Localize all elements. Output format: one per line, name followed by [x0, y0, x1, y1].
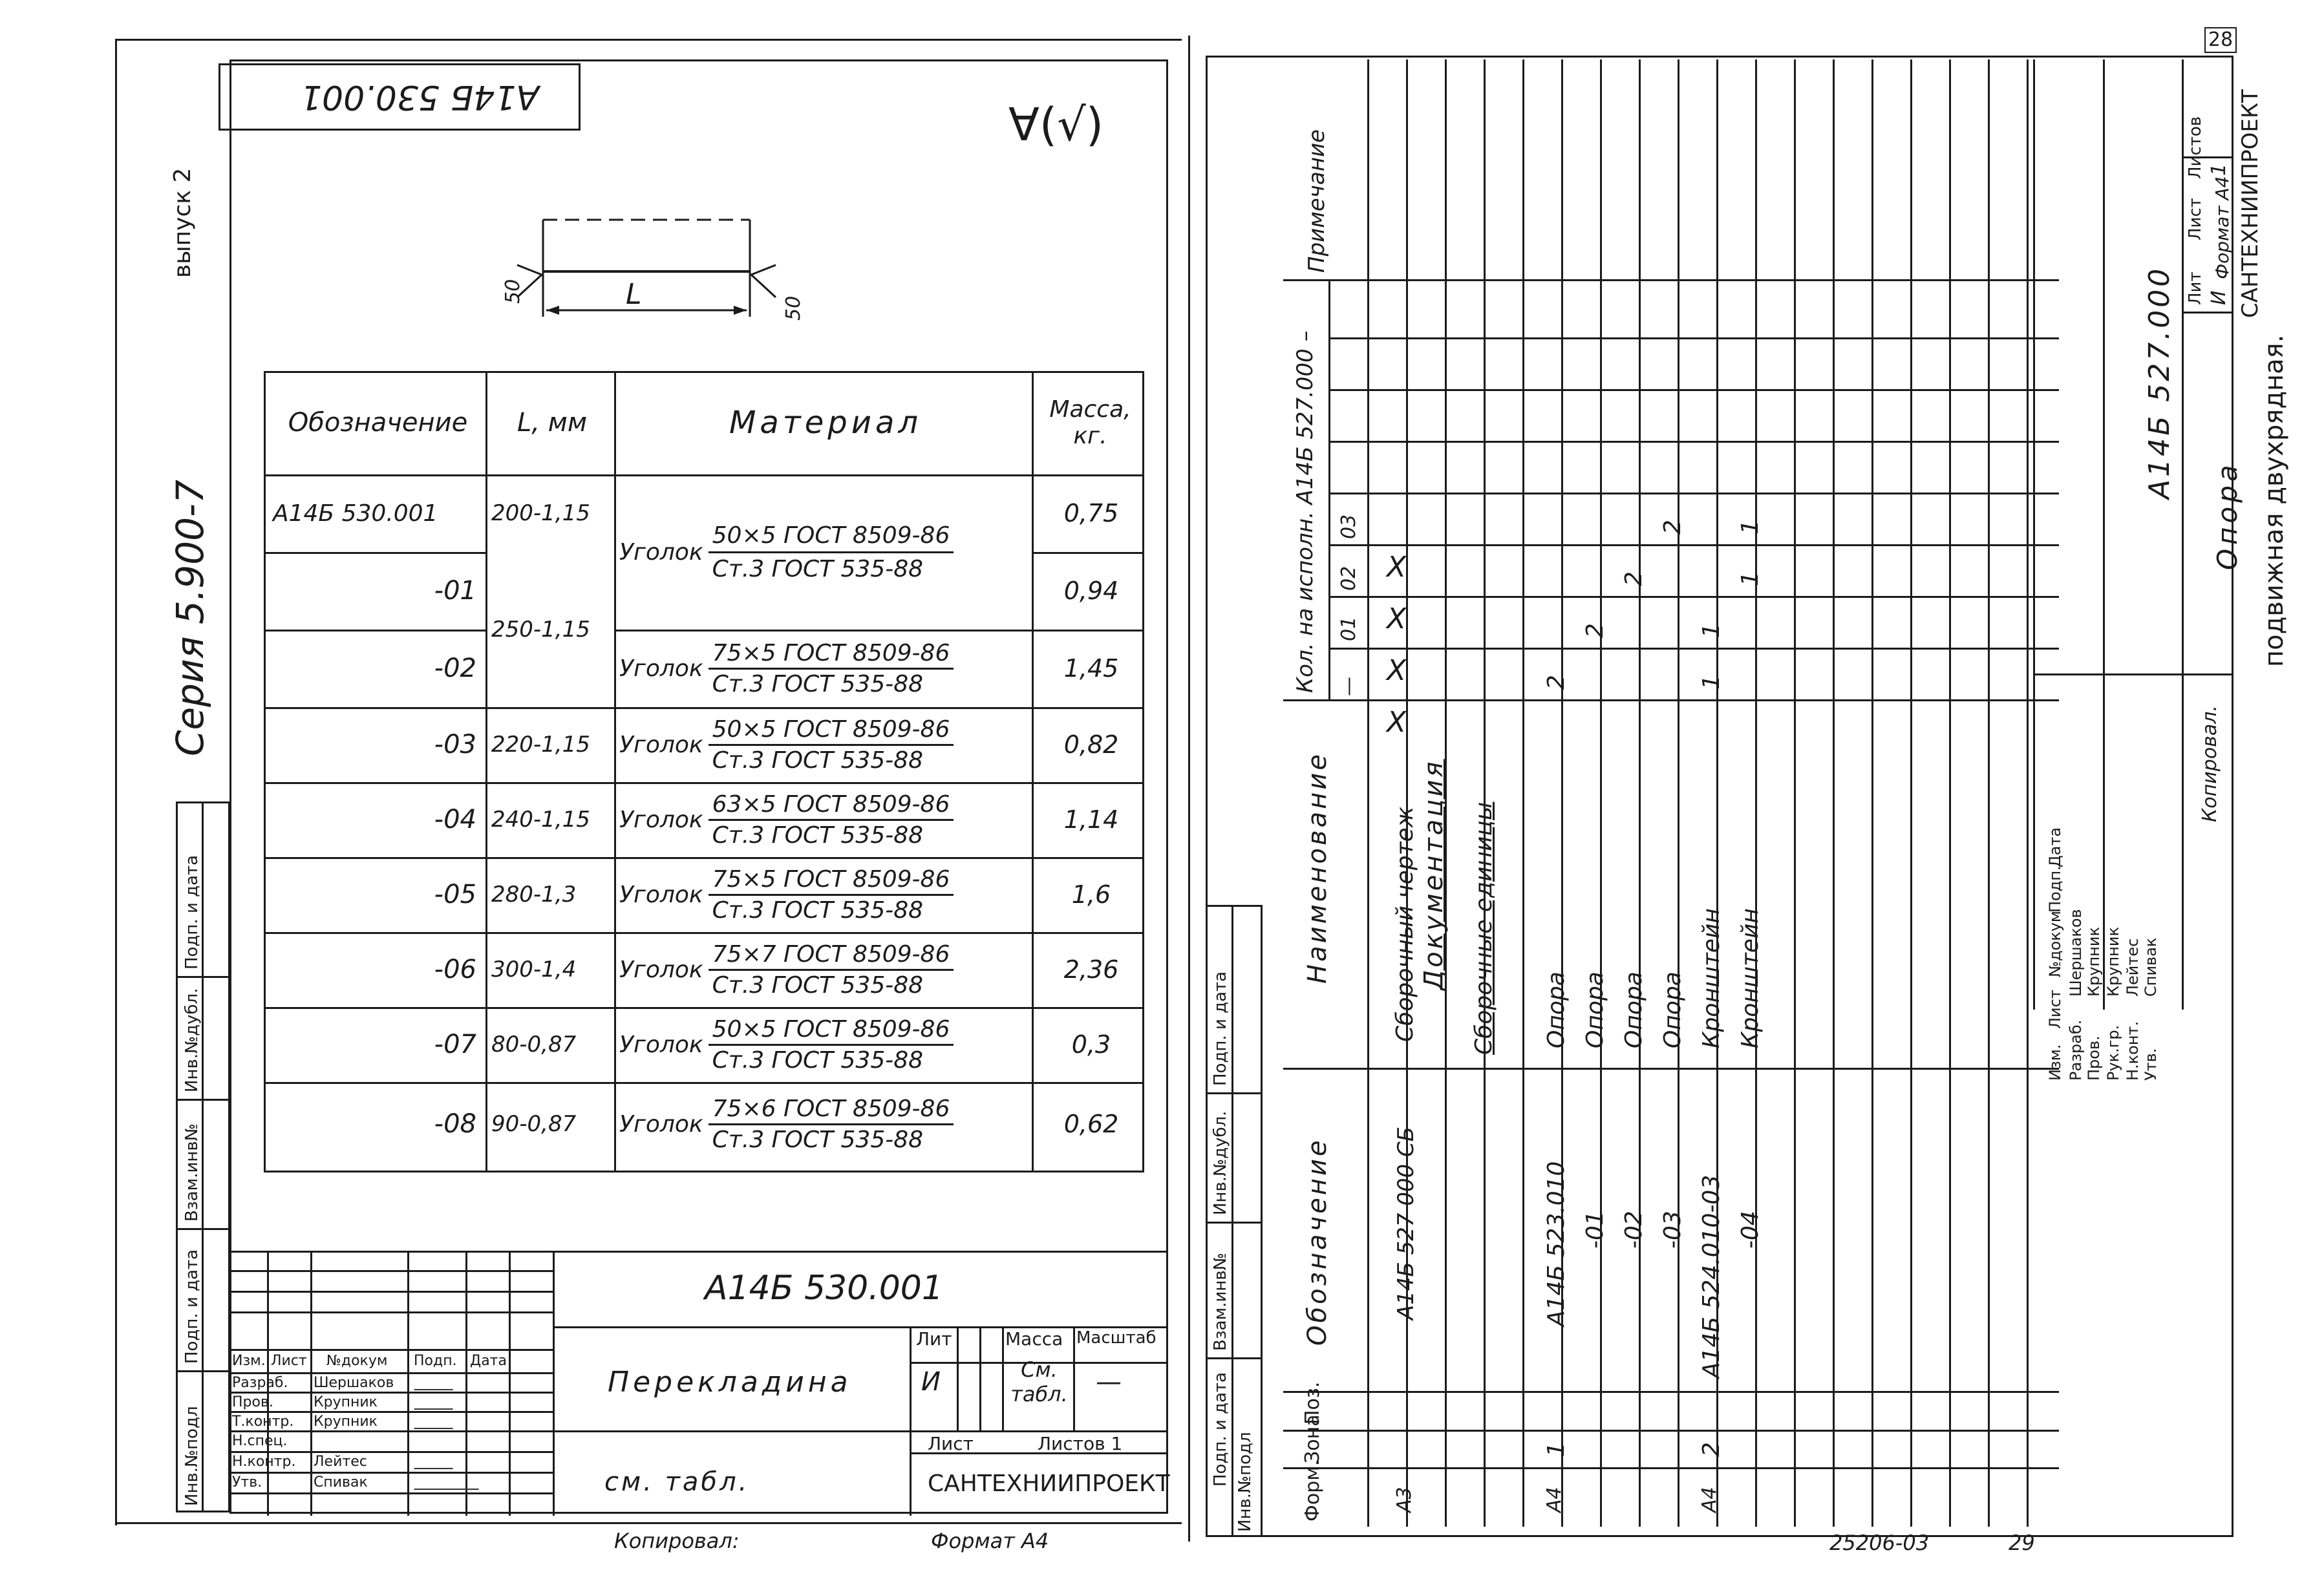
tb-name-tcontrol: Крупник — [314, 1414, 378, 1430]
signature-tcontrol — [414, 1412, 458, 1429]
sketch-angle-left: 50 — [502, 279, 524, 304]
material-profile: 50×5 ГОСТ 8509-86 — [709, 522, 954, 553]
right-tb-role-izm: Изм. — [2046, 1044, 2064, 1081]
right-tb-role-dev: Разраб. — [2067, 1019, 2085, 1081]
table-row-4-mass: 1,14 — [1063, 805, 1119, 834]
spec-row-1-q0: X — [1387, 706, 1407, 739]
material-steel: Ст.3 ГОСТ 535-88 — [712, 555, 924, 582]
sheet-divider — [1188, 36, 1190, 1542]
right-tb-name-2: подвижная двухрядная. — [2259, 334, 2289, 667]
spec-table — [1283, 59, 2059, 1527]
tb-scale-value: — — [1096, 1367, 1122, 1397]
signature-check — [414, 1393, 458, 1410]
material-table — [264, 371, 1144, 1172]
right-tb-role-approve: Утв. — [2142, 1048, 2160, 1081]
sketch-dim-l: L — [626, 278, 642, 311]
material-steel: Ст.3 ГОСТ 535-88 — [712, 1126, 924, 1153]
material-steel: Ст.3 ГОСТ 535-88 — [712, 1046, 924, 1074]
tb-col-docnum: №докум — [326, 1353, 388, 1369]
tb-col-date: Дата — [470, 1353, 507, 1369]
spec-row-7-designation: А14Б 524.010-03 — [1698, 1174, 1725, 1378]
table-row-6-length: 300-1,4 — [491, 957, 577, 982]
tb-role-check: Пров. — [232, 1394, 273, 1410]
spec-row-6-designation: -03 — [1659, 1211, 1686, 1249]
right-tb-col-sheet: Лист — [2046, 990, 2064, 1029]
right-tb-sheet: Лист — [2186, 198, 2205, 240]
col-header-mass: Масса, кг. — [1049, 396, 1131, 449]
tb-col-sign: Подп. — [414, 1353, 457, 1369]
right-tb-doc-number: А14Б 527.000 — [2143, 266, 2176, 499]
material-profile: 75×5 ГОСТ 8509-86 — [709, 866, 954, 896]
tb-role-tcontrol: Т.контр. — [232, 1414, 294, 1430]
spec-row-0-name: Документация — [1419, 759, 1449, 990]
material-profile: 75×5 ГОСТ 8509-86 — [709, 640, 954, 670]
table-row-7-length: 80-0,87 — [491, 1032, 577, 1057]
spec-row-1-name: Сборочный чертеж — [1392, 806, 1418, 1042]
bottom-page: 29 — [2009, 1531, 2035, 1555]
spec-row-5-q2: 2 — [1621, 571, 1647, 586]
table-row-2-material — [619, 630, 1030, 707]
spec-qty-col-2: 02 — [1338, 566, 1360, 591]
spec-qty-col-3: 03 — [1338, 514, 1360, 539]
tb-scale-label: Масштаб — [1076, 1328, 1157, 1348]
table-row-5-length: 280-1,3 — [491, 882, 577, 907]
spec-header-format: Форм. — [1301, 1459, 1324, 1522]
tb-lit-value: И — [921, 1367, 941, 1397]
left-title-block — [229, 1251, 1168, 1516]
table-row-2-designation: -02 — [434, 653, 476, 683]
table-row-7-designation: -07 — [434, 1030, 476, 1059]
spec-header-pos: Поз. — [1301, 1381, 1324, 1425]
table-row-3-material — [619, 707, 1030, 782]
signature-ncontrol — [414, 1452, 458, 1469]
right-strip-sign-date-1: Подп. и дата — [1211, 971, 1230, 1086]
spec-row-1-q2: X — [1387, 602, 1407, 635]
tb-name-ncontrol: Лейтес — [314, 1454, 367, 1470]
spec-row-3-format: А4 — [1543, 1487, 1566, 1512]
material-profile: 63×5 ГОСТ 8509-86 — [709, 791, 954, 821]
spec-row-8-designation: -04 — [1737, 1211, 1764, 1249]
left-outer-border — [115, 39, 117, 1525]
right-tb-org: САНТЕХНИИПРОЕКТ — [2237, 89, 2263, 318]
spec-row-7-format: А4 — [1698, 1487, 1721, 1512]
material-label: Уголок — [619, 956, 703, 983]
col-header-material: Материал — [729, 405, 922, 441]
material-label: Уголок — [619, 1031, 703, 1058]
spec-header-zone: Зона — [1301, 1414, 1324, 1463]
right-tb-lit: Лит — [2186, 271, 2205, 305]
table-row-0-designation: А14Б 530.001 — [273, 500, 438, 527]
spec-qty-col-1: 01 — [1338, 616, 1360, 641]
tb-mass-label: Масса — [1005, 1328, 1063, 1350]
issue-label: выпуск 2 — [169, 167, 196, 278]
right-tb-role-ncontrol: Н.конт. — [2124, 1021, 2142, 1081]
right-strip-replace-inv: Взам.инв№ — [1211, 1253, 1230, 1351]
strip-label-replace-inv: Взам.инв№ — [182, 1123, 202, 1222]
table-row-6-designation: -06 — [434, 955, 476, 984]
material-label: Уголок — [619, 881, 703, 908]
table-row-0-length: 200-1,15 — [491, 500, 590, 526]
spec-row-8-q3: 1 — [1737, 520, 1764, 535]
right-tb-name-dev: Шершаков — [2067, 909, 2085, 997]
top-stamp-text: А14Б 530.001 — [301, 78, 539, 116]
right-sheet — [1193, 0, 2324, 1570]
tb-name-dev: Шершаков — [314, 1375, 394, 1391]
tb-lit-label: Лит — [916, 1328, 952, 1350]
spec-row-3-q0: 2 — [1543, 675, 1570, 690]
spec-row-1-designation: А14Б 527 000 СБ — [1393, 1126, 1419, 1320]
table-row-8-designation: -08 — [434, 1109, 476, 1139]
format-label: Формат А4 — [931, 1529, 1049, 1553]
part-sketch — [491, 207, 815, 349]
table-row-5-material — [619, 857, 1030, 932]
tb-org: САНТЕХНИИПРОЕКТ — [928, 1470, 1170, 1497]
spec-header-qty: Кол. на исполн. А14Б 527.000 – — [1292, 330, 1318, 693]
table-row-8-material — [619, 1082, 1030, 1166]
tb-material: см. табл. — [604, 1467, 750, 1497]
bottom-border — [115, 1522, 1182, 1524]
right-tb-name-check: Крупник — [2085, 927, 2103, 997]
right-tb-col-docnum: №докум — [2046, 910, 2064, 977]
table-row-4-material — [619, 782, 1030, 857]
spec-row-3-name: Опора — [1543, 971, 1570, 1048]
table-row-7-material — [619, 1007, 1030, 1082]
tb-role-ncontrol: Н.контр. — [232, 1454, 296, 1470]
spec-row-6-q3: 2 — [1659, 520, 1686, 535]
spec-row-7-q0: 1 — [1698, 675, 1725, 690]
top-border — [115, 39, 1182, 41]
spec-row-5-name: Опора — [1621, 971, 1647, 1048]
right-tb-role-lead: Рук.гр. — [2104, 1024, 2122, 1081]
table-row-5-mass: 1,6 — [1071, 880, 1111, 909]
spec-header-designation: Обозначение — [1303, 1138, 1332, 1346]
spec-row-8-name: Кронштейн — [1737, 908, 1764, 1048]
tb-mass-value: См. табл. — [1010, 1357, 1068, 1406]
material-label: Уголок — [619, 806, 703, 833]
tb-doc-number: А14Б 530.001 — [705, 1269, 943, 1308]
material-steel: Ст.3 ГОСТ 535-88 — [712, 747, 924, 774]
roughness-mark: ∀(√) — [1008, 98, 1104, 151]
table-row-0-mass: 0,75 — [1063, 499, 1119, 527]
table-row-1-designation: -01 — [434, 576, 476, 606]
material-steel: Ст.3 ГОСТ 535-88 — [712, 822, 924, 849]
right-tb-name-1: Опора — [2212, 461, 2243, 570]
right-tb-role-check: Пров. — [2085, 1035, 2103, 1081]
strip-label-sign-date-2: Подп. и дата — [182, 1249, 202, 1364]
right-strip-dup-inv: Инв.№дубл. — [1211, 1110, 1230, 1215]
strip-label-dup-inv: Инв.№дубл. — [182, 988, 202, 1092]
series-label: Серия 5.900-7 — [168, 480, 212, 756]
copied-by: Копировал: — [614, 1529, 740, 1553]
tb-col-sheet: Лист — [271, 1353, 307, 1369]
right-tb-copied: Копировал. — [2199, 705, 2221, 822]
material-label: Уголок — [619, 538, 703, 566]
tb-role-dev: Разраб. — [232, 1375, 288, 1391]
table-row-6-mass: 2,36 — [1063, 955, 1119, 984]
table-row-3-mass: 0,82 — [1063, 730, 1119, 759]
spec-row-1-q1: X — [1387, 654, 1407, 687]
spec-row-4-name: Опора — [1582, 971, 1608, 1048]
tb-sheet-label: Лист — [928, 1433, 974, 1454]
table-row-8-mass: 0,62 — [1063, 1110, 1119, 1138]
table-row-4-length: 240-1,15 — [491, 807, 590, 833]
spec-qty-col-0: — — [1338, 677, 1360, 696]
strip-label-sign-date-1: Подп. и дата — [182, 854, 202, 970]
material-profile: 50×5 ГОСТ 8509-86 — [709, 1016, 954, 1046]
spec-row-2-name: Сборочные единицы — [1471, 801, 1497, 1055]
spec-row-3-pos: 1 — [1543, 1442, 1570, 1457]
sheet-number: 28 — [2204, 27, 2237, 53]
spec-row-1-q3: X — [1387, 551, 1407, 584]
table-row-8-length: 90-0,87 — [491, 1111, 577, 1137]
material-steel: Ст.3 ГОСТ 535-88 — [712, 670, 924, 697]
table-row-2-length: 250-1,15 — [491, 617, 590, 642]
right-tb-format: Формат А4 — [2212, 176, 2233, 279]
signature-approve — [414, 1473, 484, 1490]
table-row-3-length: 220-1,15 — [491, 732, 590, 758]
right-tb-name-ncontrol: Лейтес — [2124, 938, 2142, 997]
right-tb-lit-value: И — [2208, 290, 2230, 305]
material-profile: 75×6 ГОСТ 8509-86 — [709, 1096, 954, 1125]
right-strip-sign-date-2: Подп. и дата — [1211, 1372, 1230, 1487]
table-row-6-material — [619, 932, 1030, 1007]
spec-row-7-q1: 1 — [1698, 623, 1725, 638]
spec-row-7-pos: 2 — [1698, 1442, 1725, 1457]
tb-sheets-label: Листов 1 — [1038, 1433, 1123, 1454]
right-tb-name-approve: Спивак — [2142, 937, 2160, 997]
material-profile: 75×7 ГОСТ 8509-86 — [709, 941, 954, 971]
tb-part-name: Перекладина — [608, 1366, 852, 1399]
material-label: Уголок — [619, 1110, 703, 1138]
right-tb-col-sign: Подп. — [2046, 865, 2064, 913]
table-row-3-designation: -03 — [434, 730, 476, 759]
spec-header-note: Примечание — [1304, 129, 1330, 273]
strip-label-inv-orig: Инв.№подл — [182, 1406, 202, 1506]
right-tb-name-lead: Крупник — [2104, 927, 2122, 997]
spec-row-8-q2: 1 — [1737, 571, 1764, 586]
table-row-1-mass: 0,94 — [1063, 577, 1119, 605]
tb-role-nspec: Н.спец. — [232, 1433, 288, 1449]
right-strip-inv-orig: Инв.№подл — [1235, 1432, 1255, 1532]
spec-row-4-designation: -01 — [1582, 1211, 1608, 1249]
material-steel: Ст.3 ГОСТ 535-88 — [712, 971, 924, 999]
tb-role-approve: Утв. — [232, 1474, 262, 1490]
table-row-0-material — [619, 474, 1030, 630]
right-title-block — [2033, 59, 2289, 1081]
col-header-designation: Обозначение — [288, 408, 468, 438]
right-tb-col-date: Дата — [2046, 827, 2064, 867]
material-steel: Ст.3 ГОСТ 535-88 — [712, 896, 924, 924]
spec-row-4-q1: 2 — [1582, 623, 1608, 638]
spec-row-3-designation: А14Б 523.010 — [1543, 1161, 1570, 1326]
tb-name-check: Крупник — [314, 1394, 378, 1410]
table-row-4-designation: -04 — [434, 805, 476, 834]
spec-header-name: Наименование — [1303, 752, 1332, 984]
right-tb-sheets: Листов — [2186, 116, 2205, 179]
tb-col-izm: Изм. — [232, 1353, 266, 1369]
table-row-7-mass: 0,3 — [1071, 1030, 1111, 1059]
table-row-2-mass: 1,45 — [1063, 654, 1119, 683]
sketch-angle-right: 50 — [782, 295, 805, 321]
spec-row-7-name: Кронштейн — [1698, 908, 1725, 1048]
col-header-length: L, мм — [517, 408, 588, 438]
spec-row-1-format: А3 — [1393, 1487, 1416, 1512]
material-label: Уголок — [619, 731, 703, 758]
right-tb-sheets-value: 1 — [2208, 163, 2230, 176]
material-label: Уголок — [619, 655, 703, 682]
tb-name-approve: Спивак — [314, 1474, 368, 1490]
spec-row-6-name: Опора — [1659, 971, 1686, 1048]
signature-dev — [414, 1374, 458, 1390]
table-row-5-designation: -05 — [434, 880, 476, 909]
spec-row-5-designation: -02 — [1621, 1211, 1647, 1249]
bottom-code: 25206-03 — [1829, 1531, 1930, 1555]
material-profile: 50×5 ГОСТ 8509-86 — [709, 716, 954, 746]
